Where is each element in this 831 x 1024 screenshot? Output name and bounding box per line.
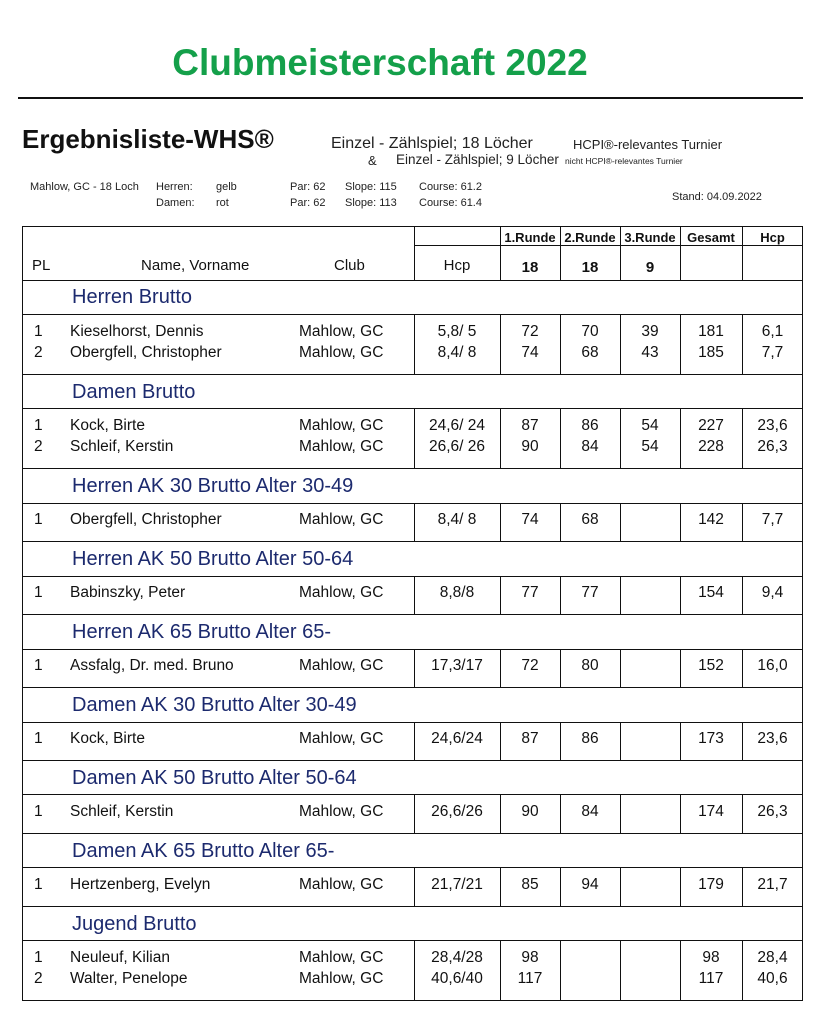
new-hcp: 26,3 <box>757 803 788 821</box>
table-rule <box>742 226 743 280</box>
hcp-value: 8,8/8 <box>439 584 475 602</box>
total-score: 173 <box>698 730 724 748</box>
round-2-score: 70 <box>581 322 599 340</box>
total-score: 152 <box>698 657 724 675</box>
place: 2 <box>34 438 43 456</box>
hcp-value: 5,8/ 5 <box>437 322 477 340</box>
result-row <box>22 511 803 533</box>
table-rule <box>22 760 803 761</box>
place: 1 <box>34 322 43 340</box>
club-name: Mahlow, GC <box>299 803 384 821</box>
result-row <box>22 730 803 752</box>
table-rule <box>22 541 803 542</box>
section-title: Damen Brutto <box>72 380 196 403</box>
club-name: Mahlow, GC <box>299 584 384 602</box>
table-rule <box>414 576 415 614</box>
player-name: Kieselhorst, Dennis <box>70 322 204 340</box>
total-score: 174 <box>698 803 724 821</box>
place: 1 <box>34 417 43 435</box>
table-rule <box>742 794 743 832</box>
table-rule <box>22 794 803 795</box>
total-score: 154 <box>698 584 724 602</box>
table-rule <box>22 649 803 650</box>
competition-line-1-note: HCPI®-relevantes Turnier <box>573 137 723 152</box>
player-name: Kock, Birte <box>70 417 145 435</box>
table-rule <box>414 408 415 468</box>
header-hcp-new: Hcp <box>760 229 785 245</box>
table-rule <box>414 314 415 374</box>
table-rule <box>414 940 415 1000</box>
total-score: 179 <box>698 876 724 894</box>
table-rule <box>620 867 621 905</box>
total-score: 228 <box>698 438 724 456</box>
header-gesamt: Gesamt <box>687 229 735 245</box>
header-round-1-holes: 18 <box>521 258 539 276</box>
result-row <box>22 803 803 825</box>
header-round-3: 3.Runde <box>624 229 676 245</box>
table-rule <box>680 503 681 541</box>
table-rule <box>500 408 501 468</box>
round-3-score: 43 <box>641 344 659 362</box>
result-row <box>22 438 803 460</box>
round-1-score: 72 <box>521 657 539 675</box>
round-2-score: 84 <box>581 803 599 821</box>
results-list-title: Ergebnisliste-WHS® <box>22 124 274 154</box>
club-name: Mahlow, GC <box>299 876 384 894</box>
table-rule <box>620 794 621 832</box>
round-2-score: 86 <box>581 730 599 748</box>
round-2-score: 80 <box>581 657 599 675</box>
result-row <box>22 417 803 439</box>
table-rule <box>22 940 803 941</box>
table-rule <box>22 833 803 834</box>
table-rule <box>414 245 803 246</box>
table-rule <box>500 649 501 687</box>
competition-line-2-note: nicht HCPI®-relevantes Turnier <box>565 156 683 166</box>
table-rule <box>560 226 561 280</box>
table-rule <box>742 940 743 1000</box>
hcp-value: 24,6/ 24 <box>428 417 486 435</box>
round-1-score: 87 <box>521 730 539 748</box>
table-rule <box>560 576 561 614</box>
new-hcp: 7,7 <box>761 511 784 529</box>
place: 2 <box>34 344 43 362</box>
new-hcp: 6,1 <box>761 322 784 340</box>
table-rule <box>414 794 415 832</box>
result-row <box>22 876 803 898</box>
damen-label: Damen: <box>156 197 195 209</box>
course-name: Mahlow, GC - 18 Loch <box>30 181 139 193</box>
table-rule <box>22 503 803 504</box>
table-rule <box>680 314 681 374</box>
place: 1 <box>34 657 43 675</box>
hcp-value: 26,6/26 <box>431 803 483 821</box>
table-rule <box>500 226 501 280</box>
table-rule <box>620 503 621 541</box>
new-hcp: 23,6 <box>757 730 788 748</box>
player-name: Assfalg, Dr. med. Bruno <box>70 657 234 675</box>
round-1-score: 85 <box>521 876 539 894</box>
section-title: Jugend Brutto <box>72 912 197 935</box>
place: 1 <box>34 584 43 602</box>
total-score: 142 <box>698 511 724 529</box>
table-rule <box>22 468 803 469</box>
round-1-score: 72 <box>521 322 539 340</box>
new-hcp: 26,3 <box>757 438 788 456</box>
result-row <box>22 970 803 992</box>
round-3-score: 54 <box>641 438 659 456</box>
hcp-value: 24,6/24 <box>431 730 483 748</box>
place: 2 <box>34 970 43 988</box>
player-name: Babinszky, Peter <box>70 584 186 602</box>
round-2-score: 86 <box>581 417 599 435</box>
player-name: Schleif, Kerstin <box>70 438 174 456</box>
table-rule <box>500 503 501 541</box>
player-name: Hertzenberg, Evelyn <box>70 876 211 894</box>
damen-course: Course: 61.4 <box>419 197 482 209</box>
round-2-score: 94 <box>581 876 599 894</box>
table-rule <box>802 226 803 1000</box>
table-rule <box>22 906 803 907</box>
result-row <box>22 949 803 971</box>
stand-date: Stand: 04.09.2022 <box>672 191 762 203</box>
table-rule <box>22 576 803 577</box>
table-rule <box>22 280 803 281</box>
club-name: Mahlow, GC <box>299 344 384 362</box>
result-row <box>22 657 803 679</box>
table-rule <box>680 940 681 1000</box>
result-row <box>22 584 803 606</box>
table-rule <box>560 940 561 1000</box>
new-hcp: 21,7 <box>757 876 788 894</box>
total-score: 117 <box>698 970 724 988</box>
table-rule <box>620 314 621 374</box>
round-2-score: 68 <box>581 511 599 529</box>
table-rule <box>560 314 561 374</box>
new-hcp: 28,4 <box>757 949 788 967</box>
table-rule <box>22 314 803 315</box>
player-name: Neuleuf, Kilian <box>70 949 170 967</box>
table-rule <box>500 794 501 832</box>
round-1-score: 87 <box>521 417 539 435</box>
table-rule <box>22 374 803 375</box>
new-hcp: 23,6 <box>757 417 788 435</box>
competition-line-1: Einzel - Zählspiel; 18 Löcher <box>331 135 533 152</box>
result-row <box>22 323 803 345</box>
page-title: Clubmeisterschaft 2022 <box>172 42 588 83</box>
table-rule <box>22 614 803 615</box>
section-title: Damen AK 65 Brutto Alter 65- <box>72 839 335 862</box>
table-rule <box>22 722 803 723</box>
header-round-2: 2.Runde <box>564 229 616 245</box>
table-rule <box>560 794 561 832</box>
player-name: Schleif, Kerstin <box>70 803 174 821</box>
section-title: Herren AK 30 Brutto Alter 30-49 <box>72 474 354 497</box>
header-hcp: Hcp <box>443 256 471 274</box>
club-name: Mahlow, GC <box>299 417 384 435</box>
club-name: Mahlow, GC <box>299 657 384 675</box>
table-rule <box>620 649 621 687</box>
round-2-score: 84 <box>581 438 599 456</box>
place: 1 <box>34 803 43 821</box>
damen-tee: rot <box>216 197 229 209</box>
herren-par: Par: 62 <box>290 181 326 193</box>
table-rule <box>22 408 803 409</box>
hcp-value: 40,6/40 <box>431 970 483 988</box>
table-rule <box>620 226 621 280</box>
total-score: 181 <box>698 322 724 340</box>
table-rule <box>414 226 415 280</box>
player-name: Kock, Birte <box>70 730 145 748</box>
hcp-value: 8,4/ 8 <box>437 344 477 362</box>
section-title: Herren AK 50 Brutto Alter 50-64 <box>72 547 354 570</box>
place: 1 <box>34 730 43 748</box>
table-rule <box>680 226 681 280</box>
table-rule <box>560 867 561 905</box>
header-round-2-holes: 18 <box>581 258 599 276</box>
table-rule <box>500 722 501 760</box>
place: 1 <box>34 511 43 529</box>
table-rule <box>414 867 415 905</box>
player-name: Walter, Penelope <box>70 970 188 988</box>
table-rule <box>500 940 501 1000</box>
club-name: Mahlow, GC <box>299 949 384 967</box>
round-1-score: 77 <box>521 584 539 602</box>
table-rule <box>560 408 561 468</box>
table-rule <box>620 722 621 760</box>
new-hcp: 7,7 <box>761 344 784 362</box>
round-3-score: 54 <box>641 417 659 435</box>
section-title: Damen AK 50 Brutto Alter 50-64 <box>72 766 357 789</box>
table-rule <box>22 687 803 688</box>
damen-slope: Slope: 113 <box>345 197 397 209</box>
club-name: Mahlow, GC <box>299 730 384 748</box>
herren-tee: gelb <box>216 181 237 193</box>
table-rule <box>22 1000 803 1001</box>
round-1-score: 74 <box>521 344 539 362</box>
club-name: Mahlow, GC <box>299 511 384 529</box>
place: 1 <box>34 876 43 894</box>
total-score: 185 <box>698 344 724 362</box>
hcp-value: 21,7/21 <box>431 876 483 894</box>
herren-course: Course: 61.2 <box>419 181 482 193</box>
round-1-score: 90 <box>521 438 539 456</box>
table-rule <box>22 226 803 227</box>
new-hcp: 40,6 <box>757 970 788 988</box>
hcp-value: 8,4/ 8 <box>437 511 477 529</box>
result-row <box>22 344 803 366</box>
round-1-score: 117 <box>517 970 543 988</box>
new-hcp: 16,0 <box>757 657 788 675</box>
hcp-value: 26,6/ 26 <box>428 438 486 456</box>
hcp-value: 28,4/28 <box>431 949 483 967</box>
results-table <box>22 226 803 1000</box>
table-rule <box>742 503 743 541</box>
table-rule <box>560 649 561 687</box>
table-rule <box>742 649 743 687</box>
section-title: Damen AK 30 Brutto Alter 30-49 <box>72 693 357 716</box>
hcp-value: 17,3/17 <box>431 657 483 675</box>
place: 1 <box>34 949 43 967</box>
round-1-score: 90 <box>521 803 539 821</box>
table-rule <box>742 408 743 468</box>
section-title: Herren Brutto <box>72 286 193 309</box>
header-round-1: 1.Runde <box>504 229 556 245</box>
table-rule <box>742 722 743 760</box>
herren-label: Herren: <box>156 181 193 193</box>
competition-line-2: Einzel - Zählspiel; 9 Löcher <box>396 152 559 167</box>
header-round-3-holes: 9 <box>645 258 655 276</box>
table-rule <box>620 408 621 468</box>
table-rule <box>414 503 415 541</box>
table-rule <box>500 867 501 905</box>
competition-ampersand: & <box>368 153 377 168</box>
table-rule <box>680 794 681 832</box>
round-1-score: 98 <box>521 949 539 967</box>
table-rule <box>500 576 501 614</box>
table-rule <box>742 867 743 905</box>
club-name: Mahlow, GC <box>299 970 384 988</box>
table-rule <box>742 314 743 374</box>
round-3-score: 39 <box>641 322 659 340</box>
total-score: 227 <box>698 417 724 435</box>
herren-slope: Slope: 115 <box>345 181 397 193</box>
player-name: Obergfell, Christopher <box>70 511 222 529</box>
table-rule <box>560 503 561 541</box>
table-rule <box>500 314 501 374</box>
title-divider <box>18 97 803 99</box>
header-club: Club <box>334 256 365 274</box>
round-2-score: 77 <box>581 584 599 602</box>
table-rule <box>22 226 23 1000</box>
table-rule <box>742 576 743 614</box>
table-rule <box>22 867 803 868</box>
header-pl: PL <box>32 256 51 274</box>
header-name: Name, Vorname <box>141 256 250 274</box>
round-2-score: 68 <box>581 344 599 362</box>
table-rule <box>414 649 415 687</box>
table-rule <box>414 722 415 760</box>
damen-par: Par: 62 <box>290 197 326 209</box>
new-hcp: 9,4 <box>761 584 784 602</box>
section-title: Herren AK 65 Brutto Alter 65- <box>72 620 332 643</box>
table-rule <box>680 576 681 614</box>
table-rule <box>680 649 681 687</box>
table-rule <box>680 722 681 760</box>
table-rule <box>620 940 621 1000</box>
round-1-score: 74 <box>521 511 539 529</box>
club-name: Mahlow, GC <box>299 438 384 456</box>
table-rule <box>680 408 681 468</box>
table-rule <box>620 576 621 614</box>
table-rule <box>680 867 681 905</box>
total-score: 98 <box>702 949 720 967</box>
table-rule <box>560 722 561 760</box>
player-name: Obergfell, Christopher <box>70 344 222 362</box>
club-name: Mahlow, GC <box>299 322 384 340</box>
